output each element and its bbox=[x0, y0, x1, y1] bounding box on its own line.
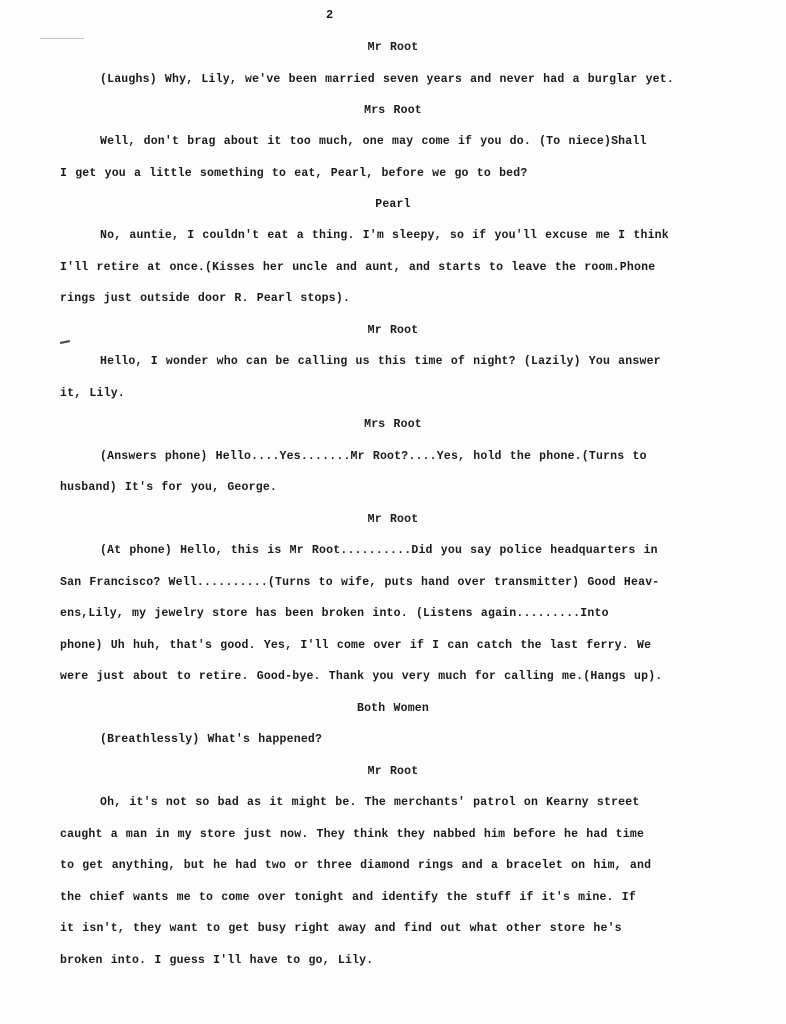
speaker-name: Mrs Root bbox=[364, 418, 422, 431]
dialogue-line: rings just outside door R. Pearl stops). bbox=[60, 292, 351, 305]
dialogue-line: phone) Uh huh, that's good. Yes, I'll come over if I can catch the last ferry. We bbox=[60, 639, 652, 652]
dialogue-line: I get you a little something to eat, Pearl, before we go to bed? bbox=[60, 167, 528, 180]
dialogue-line: broken into. I guess I'll have to go, Lily. bbox=[60, 954, 374, 967]
dialogue-line: Well, don't brag about it too much, one may come if you do. (To niece)Shall bbox=[100, 135, 647, 148]
dialogue-line: caught a man in my store just now. They think they nabbed him before he had time bbox=[60, 828, 645, 841]
page-number: 2 bbox=[326, 8, 334, 22]
speaker-name: Pearl bbox=[375, 198, 411, 211]
dialogue-line: (At phone) Hello, this is Mr Root..........Did you say police headquarters in bbox=[100, 544, 658, 557]
dialogue-line: No, auntie, I couldn't eat a thing. I'm sleepy, so if you'll excuse me I think bbox=[100, 229, 669, 242]
dialogue-line: Oh, it's not so bad as it might be. The merchants' patrol on Kearny street bbox=[100, 796, 640, 809]
dialogue-line: ens,Lily, my jewelry store has been broken into. (Listens again.........Into bbox=[60, 607, 609, 620]
dialogue-line: the chief wants me to come over tonight and identify the stuff if it's mine. If bbox=[60, 891, 636, 904]
dialogue-line: (Laughs) Why, Lily, we've been married seven years and never had a burglar yet. bbox=[100, 73, 674, 86]
speaker-name: Mr Root bbox=[367, 513, 419, 526]
speaker-name: Mr Root bbox=[367, 324, 419, 337]
dialogue-line: (Answers phone) Hello....Yes.......Mr Root?....Yes, hold the phone.(Turns to bbox=[100, 450, 647, 463]
dialogue-line: were just about to retire. Good-bye. Thank you very much for calling me.(Hangs up). bbox=[60, 670, 663, 683]
dialogue-line: it, Lily. bbox=[60, 387, 125, 400]
scan-smudge-mark bbox=[40, 38, 84, 39]
speaker-name: Mrs Root bbox=[364, 104, 422, 117]
dialogue-line: it isn't, they want to get busy right away and find out what other store he's bbox=[60, 922, 622, 935]
dialogue-line: (Breathlessly) What's happened? bbox=[100, 733, 323, 746]
dialogue-line: I'll retire at once.(Kisses her uncle and aunt, and starts to leave the room.Phone bbox=[60, 261, 656, 274]
speaker-name: Both Women bbox=[356, 702, 429, 715]
dialogue-line: San Francisco? Well..........(Turns to wife, puts hand over transmitter) Good Heav- bbox=[60, 576, 660, 589]
speaker-name: Mr Root bbox=[367, 765, 419, 778]
dialogue-line: Hello, I wonder who can be calling us this time of night? (Lazily) You answer bbox=[100, 355, 661, 368]
dialogue-line: to get anything, but he had two or three diamond rings and a bracelet on him, and bbox=[60, 859, 652, 872]
speaker-name: Mr Root bbox=[367, 41, 419, 54]
stray-pen-mark bbox=[60, 340, 70, 344]
dialogue-line: husband) It's for you, George. bbox=[60, 481, 278, 494]
